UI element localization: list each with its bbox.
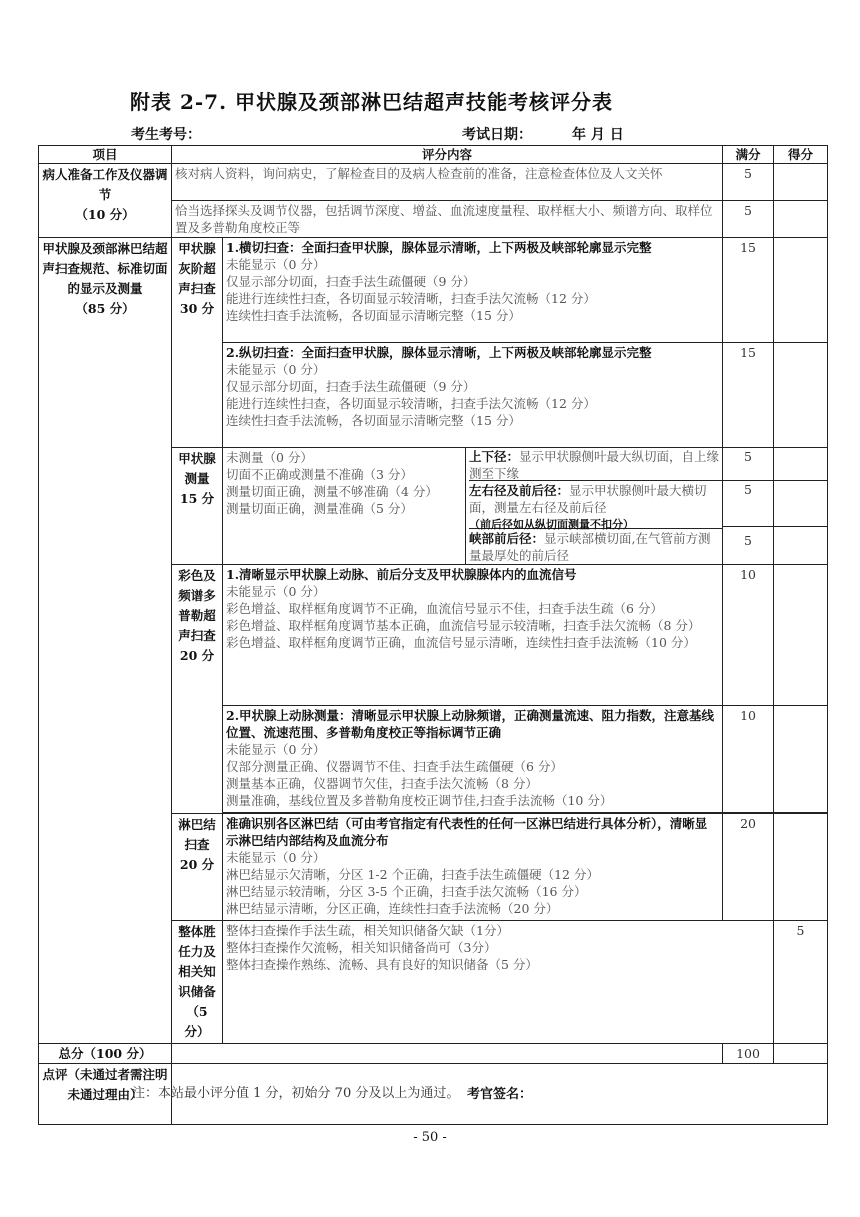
- doppler-score-1[interactable]: [774, 565, 828, 706]
- prep-score-2[interactable]: [774, 201, 828, 238]
- total-label: 总分（100 分）: [39, 1044, 172, 1064]
- gray-score-2[interactable]: [774, 343, 828, 448]
- page-number: - 50 -: [413, 1130, 447, 1145]
- footnote: 注：本站最小评分值 1 分，初始分 70 分及以上为通过。: [132, 1086, 460, 1101]
- total-score[interactable]: [774, 1044, 828, 1064]
- overall-category: [172, 921, 223, 1044]
- lymph-score[interactable]: [774, 814, 828, 921]
- overall-title: 整体胜任力及相关知识储备: [178, 924, 216, 999]
- lymph-full: 20: [723, 814, 774, 921]
- measure-full: 5 5 5: [723, 448, 774, 565]
- header-item: 项目: [39, 146, 172, 164]
- overall-full: 5: [774, 921, 828, 1044]
- measure-label-cell: 甲状腺测量 15 分: [172, 448, 223, 565]
- doppler-label-cell: 彩色及频谱多普勒超声扫查 20 分: [172, 565, 223, 814]
- doppler-full-1: 10: [723, 565, 774, 706]
- prep-full-2: 5: [723, 201, 774, 238]
- gray-item-2: 2.纵切扫查：全面扫查甲状腺，腺体显示清晰，上下两极及峡部轮廓显示完整 未能显示（0 分） 仅显示部分切面，扫查手法生疏僵硬（9 分） 能进行连续性扫查，各切面显示较清晰，扫查手法欠流畅（12 分） 连续性扫查手法流畅，各切面显示清晰完整（15 分）: [223, 343, 723, 448]
- prep-content-2: 恰当选择探头及调节仪器，包括调节深度、增益、血流速度量程、取样框大小、频谱方向、取样位置及多普勒角度校正等: [172, 201, 723, 238]
- examiner-signature[interactable]: 考官签名：: [172, 1064, 828, 1125]
- page-title: 附表 2-7. 甲状腺及颈部淋巴结超声技能考核评分表: [130, 90, 614, 114]
- measure-isthmus: 峡部前后径：显示峡部横切面,在气管前方测量最厚处的前后径: [469, 528, 722, 564]
- prep-row-1: [39, 164, 828, 201]
- gray-full-2: 15: [723, 343, 774, 448]
- doppler-score-2[interactable]: [774, 706, 828, 813]
- lymph-content: 准确识别各区淋巴结（可由考官指定有代表性的任何一区淋巴结进行具体分析），清晰显示淋巴结内部结构及血流分布 未能显示（0 分） 淋巴结显示欠清晰，分区 1-2 个正确，扫查手法生疏僵硬（12 分） 淋巴结显示较清晰，分区 3-5 个正确，扫查手法欠流畅（16 分） 淋巴结显示清晰，分区正确，连续性扫查手法流畅（20 分）: [223, 814, 723, 921]
- scan-title: 甲状腺及颈部淋巴结超声扫查规范、标准切面的显示及测量: [42, 241, 168, 296]
- measure-lr-ap: 左右径及前后径：显示甲状腺侧叶最大横切面，测量左右径及前后径 （前后径如从纵切面测量不扣分）: [469, 480, 722, 526]
- prep-full-1: 5: [723, 164, 774, 201]
- measure-content: 未测量（0 分） 切面不正确或测量不准确（3 分） 测量切面正确，测量不够准确（4 分） 测量切面正确，测量准确（5 分） 上下径：显示甲状腺侧叶最大纵切面，自上缘测至下缘 左右径及前后径：显示甲状腺侧叶最大横切面，测量左右径及前后径 （前后径如从纵切面测量不扣分） 峡部前后径：显示峡部横切面,在气管前方测量最厚处的前后径: [223, 448, 723, 565]
- total-row: [39, 1044, 828, 1064]
- comment-label: 点评（未通过者需注明未通过理由）: [39, 1064, 172, 1125]
- doppler-item-1: 1.清晰显示甲状腺上动脉、前后分支及甲状腺腺体内的血流信号 未能显示（0 分） 彩色增益、取样框角度调节不正确，血流信号显示不佳，扫查手法生疏（6 分） 彩色增益、取样框角度调节基本正确，血流信号显示较清晰，扫查手法欠流畅（8 分） 彩色增益、取样框角度调节正确，血流信号显示清晰，连续性扫查手法流畅（10 分）: [223, 565, 723, 706]
- overall-points: （5 分）: [184, 1004, 210, 1039]
- header-full: 满分: [723, 146, 774, 164]
- total-content: [172, 1044, 723, 1064]
- doppler-full-2: 10: [723, 706, 774, 813]
- gray-item-1: 1.横切扫查：全面扫查甲状腺，腺体显示清晰，上下两极及峡部轮廓显示完整 未能显示（0 分） 仅显示部分切面，扫查手法生疏僵硬（9 分） 能进行连续性扫查，各切面显示较清晰，扫查手法欠流畅（12 分） 连续性扫查手法流畅，各切面显示清晰完整（15 分）: [223, 238, 723, 343]
- scoring-table: [38, 145, 828, 1125]
- doppler-item-2: 2.甲状腺上动脉测量：清晰显示甲状腺上动脉频谱，正确测量流速、阻力指数，注意基线位置、流速范围、多普勒角度校正等指标调节正确 未能显示（0 分） 仅部分测量正确、仪器调节不佳、扫查手法生疏僵硬（6 分） 测量基本正确，仪器调节欠佳，扫查手法欠流畅（8 分） 测量准确，基线位置及多普勒角度校正调节佳,扫查手法流畅（10 分）: [223, 706, 723, 813]
- scan-points: （85 分）: [75, 301, 135, 316]
- measure-score[interactable]: [774, 448, 828, 565]
- exam-date-label: 考试日期：: [462, 127, 532, 143]
- overall-content: 整体扫查操作手法生疏，相关知识储备欠缺（1分） 整体扫查操作欠流畅，相关知识储备尚可（3分） 整体扫查操作熟练、流畅、具有良好的知识储备（5 分）: [223, 921, 774, 1044]
- prep-score-1[interactable]: [774, 164, 828, 201]
- examinee-id-label: 考生考号：: [131, 127, 201, 143]
- header-row: [39, 146, 828, 164]
- prep-category: [39, 164, 172, 238]
- prep-points: （10 分）: [75, 207, 135, 222]
- prep-content-1: 核对病人资料，询问病史，了解检查目的及病人检查前的准备，注意检查体位及人文关怀: [172, 164, 723, 201]
- gray-score-1[interactable]: [774, 238, 828, 343]
- gray-full-1: 15: [723, 238, 774, 343]
- header-content: 评分内容: [172, 146, 723, 164]
- measure-sup-inf: 上下径：显示甲状腺侧叶最大纵切面，自上缘测至下缘: [469, 449, 720, 481]
- scan-category: [39, 238, 172, 1044]
- lymph-label-cell: 淋巴结扫查 20 分: [172, 814, 223, 921]
- total-full: 100: [723, 1044, 774, 1064]
- gray-label-cell: 甲状腺灰阶超声扫查 30 分: [172, 238, 223, 448]
- header-score: 得分: [774, 146, 828, 164]
- gray-row-1: [39, 238, 828, 343]
- exam-date-fields: 年 月 日: [572, 127, 624, 143]
- prep-title: 病人准备工作及仪器调节: [42, 167, 168, 202]
